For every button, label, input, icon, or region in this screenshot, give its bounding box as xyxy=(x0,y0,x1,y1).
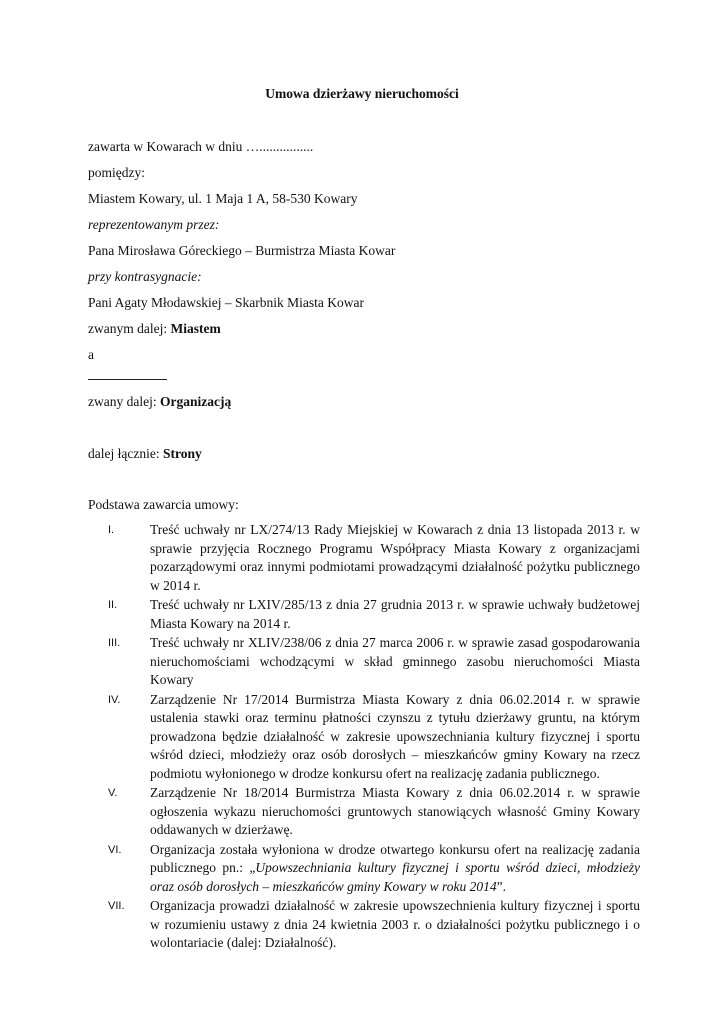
basis-item-number: II. xyxy=(108,599,118,611)
basis-item-number: I. xyxy=(108,524,115,536)
jointly-prefix: dalej łącznie: xyxy=(88,446,163,461)
represented-by-line: reprezentowanym przez: xyxy=(88,217,220,232)
basis-item-number: VI. xyxy=(108,843,122,856)
basis-item xyxy=(88,691,640,784)
basis-item xyxy=(88,841,640,897)
and-line: a xyxy=(88,347,94,362)
countersign-line: przy kontrasygnacie: xyxy=(88,269,202,284)
document-title: Umowa dzierżawy nieruchomości xyxy=(265,86,459,101)
basis-item xyxy=(88,784,640,840)
jointly-line xyxy=(88,446,202,462)
called-city-line xyxy=(88,321,221,337)
party1-line: Miastem Kowary, ul. 1 Maja 1 A, 58-530 Kowary xyxy=(88,191,358,206)
basis-item-text-suffix: ”. xyxy=(496,878,506,894)
basis-item xyxy=(88,897,640,953)
concluded-line: zawarta w Kowarach w dniu …................ xyxy=(88,139,314,154)
basis-item-task-name: Upowszechniania kultury fizycznej i sportu wśród dzieci, młodzieży oraz osób dorosłych – mieszkańców gminy Kowary w roku 2014 xyxy=(150,860,640,894)
basis-item-text-prefix: Organizacja została wyłoniona w drodze otwartego konkursu ofert na realizację zadania publicznego pn.: „ xyxy=(150,841,640,875)
basis-item-text: Treść uchwały nr LX/274/13 Rady Miejskiej w Kowarach z dnia 13 listopada 2013 r. w sprawie przyjęcia Rocznego Programu Współpracy Miasta Kowary z organizacjami pozarządowymi oraz innymi podmiotami prowadzącymi działalność pożytku publicznego w 2014 r. xyxy=(150,522,640,593)
blank-signature-line xyxy=(88,379,167,380)
basis-item xyxy=(88,634,640,690)
basis-item-number: IV. xyxy=(108,693,121,706)
basis-item-number: VII. xyxy=(108,900,125,912)
basis-item-text xyxy=(150,841,640,897)
called-organization-prefix: zwany dalej: xyxy=(88,394,160,409)
called-city-prefix: zwanym dalej: xyxy=(88,321,171,336)
basis-item-text: Treść uchwały nr LXIV/285/13 z dnia 27 grudnia 2013 r. w sprawie uchwały budżetowej Miasta Kowary na 2014 r. xyxy=(150,597,640,631)
basis-item-text: Treść uchwały nr XLIV/238/06 z dnia 27 marca 2006 r. w sprawie zasad gospodarowania nieruchomościami wchodzącymi w skład gminnego zasobu nieruchomości Miasta Kowary xyxy=(150,635,640,687)
basis-item-number: III. xyxy=(108,637,121,649)
basis-list xyxy=(88,521,640,953)
basis-item xyxy=(88,596,640,633)
treasurer-line: Pani Agaty Młodawskiej – Skarbnik Miasta Kowar xyxy=(88,295,364,310)
basis-item-text: Zarządzenie Nr 18/2014 Burmistrza Miasta Kowary z dnia 06.02.2014 r. w sprawie ogłoszenia wykazu nieruchomości gruntowych stanowiących własność Gminy Kowary oddawanych w dzierżawę. xyxy=(150,785,640,837)
basis-item-text: Zarządzenie Nr 17/2014 Burmistrza Miasta Kowary z dnia 06.02.2014 r. w sprawie ustalenia stawki oraz terminu płatności czynszu z tytułu dzierżawy gruntu, na którym prowadzona będzie działalność w zakresie upowszechniania kultury fizycznej i sportu wśród dzieci, młodzieży oraz osób dorosłych – mieszkańców gminy Kowary na rzecz podmiotu wyłonionego w drodze konkursu ofert na realizację zadania publicznego. xyxy=(150,691,640,781)
basis-item-text: Organizacja prowadzi działalność w zakresie upowszechnienia kultury fizycznej i sportu w rozumieniu ustawy z dnia 24 kwietnia 2003 r. o działalności pożytku publicznego i o wolontariacie (dalej: Działalność). xyxy=(150,898,640,950)
representative-line: Pana Mirosława Góreckiego – Burmistrza Miasta Kowar xyxy=(88,243,396,258)
called-city-name: Miastem xyxy=(170,321,221,336)
called-organization-line xyxy=(88,394,231,410)
between-line: pomiędzy: xyxy=(88,165,145,180)
basis-item-number: V. xyxy=(108,787,118,799)
called-organization-name: Organizacją xyxy=(159,394,232,409)
jointly-name: Strony xyxy=(162,446,202,461)
basis-heading: Podstawa zawarcia umowy: xyxy=(88,497,239,512)
basis-item xyxy=(88,521,640,595)
